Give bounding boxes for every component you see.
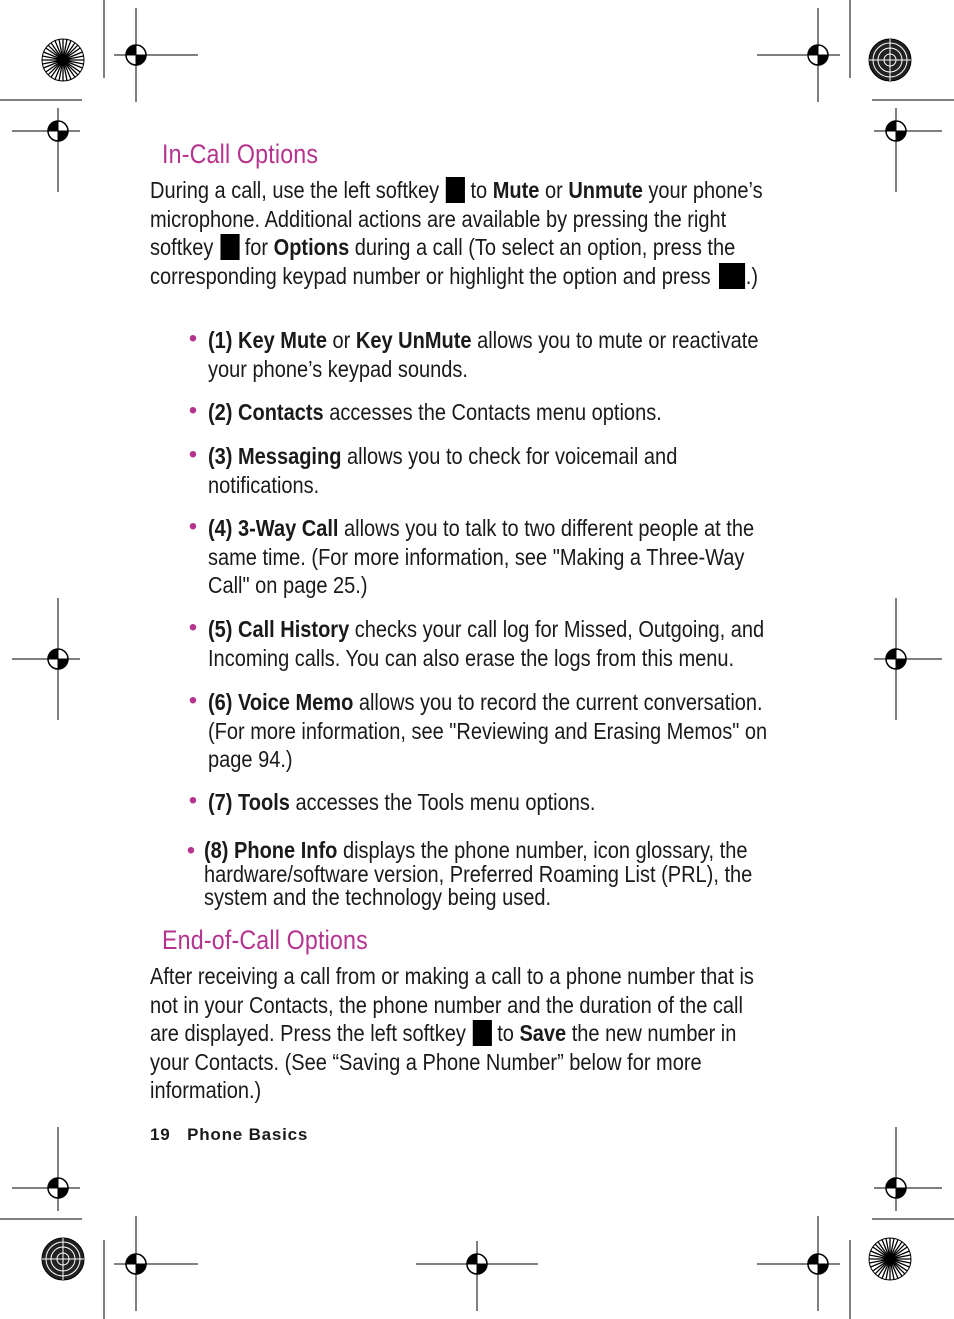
list-item: (5) Call History checks your call log for Missed, Outgoing, and Incoming calls. You can also erase the logs from this menu. [208,616,765,671]
list-item: (4) 3-Way Call allows you to talk to two different people at the same time. (For more information, see "Making a Three-Way Call" on page 25.) [208,515,755,598]
bullet-icon: • [188,687,198,714]
bullet-icon: • [188,397,198,424]
list-item: (6) Voice Memo allows you to record the current conversation. (For more information, see "Reviewing and Erasing Memos" on page 94.) [208,689,768,772]
bullet-icon: • [188,614,198,641]
bullet-icon: • [188,787,198,814]
list-item: (7) Tools accesses the Tools menu options. [208,789,596,815]
list-item: (3) Messaging allows you to check for voicemail and notifications. [208,443,678,498]
left-softkey-icon [446,177,465,203]
end-of-call-paragraph: After receiving a call from or making a call to a phone number that is not in your Contacts, the phone number and the duration of the call are displayed. Press the left softkey to Save the new number in your Contacts. (See “Saving a Phone Number” below for more information.) [150,963,754,1103]
list-item: (8) Phone Info displays the phone number, icon glossary, the hardware/software version, Preferred Roaming List (PRL), the system and the technology being used. [204,837,753,910]
footer-section-title: Phone Basics [187,1125,309,1144]
section-heading-in-call: In-Call Options [162,139,319,169]
in-call-intro: During a call, use the left softkey to Mute or Unmute your phone’s microphone. Additional actions are available by pressing the right softkey for Options during a call (To select an option, press the corresponding keypad number or highlight the option and press .) [150,177,763,289]
list-item: (2) Contacts accesses the Contacts menu options. [208,399,662,425]
left-softkey-icon [473,1020,492,1046]
section-heading-end-of-call: End-of-Call Options [162,925,368,955]
right-softkey-icon [220,234,239,260]
bullet-icon: • [188,325,198,352]
bullet-icon: • [188,513,198,540]
bullet-icon: • [188,441,198,468]
list-item: (1) Key Mute or Key UnMute allows you to mute or reactivate your phone’s keypad sounds. [208,327,759,382]
page-footer [150,1125,308,1145]
page-number: 19 [150,1125,171,1144]
ok-key-icon [719,263,745,289]
bullet-icon: • [186,837,196,864]
